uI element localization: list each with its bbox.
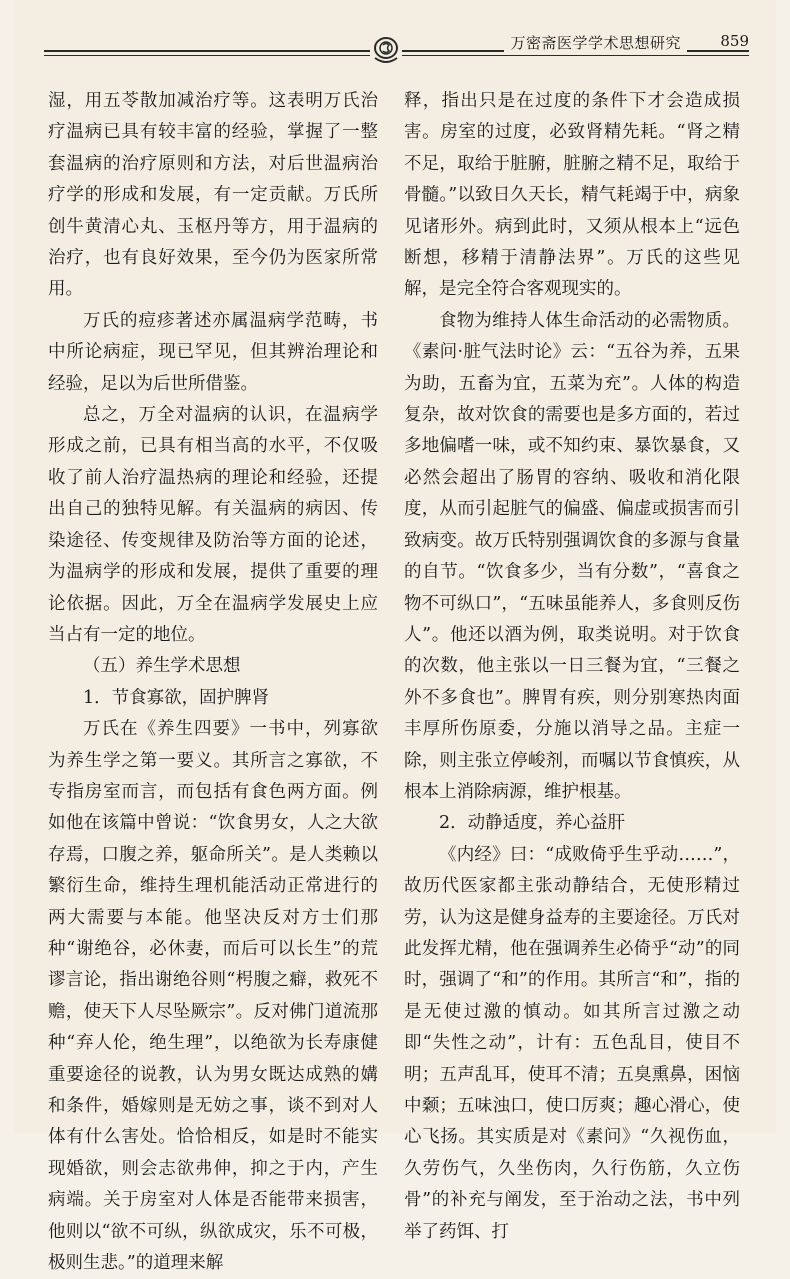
paragraph: （五）养生学术思想 (83, 656, 241, 677)
right-column (404, 86, 740, 1248)
paragraph: 湿，用五苓散加减治疗等。这表明万氏治疗温病已具有较丰富的经验，掌握了一整套温病的治疗原则和方法，对后世温病治疗学的形成和发展，有一定贡献。万氏所创牛黄清心丸、玉枢丹等方，用于温病的治疗，也有良好效果，至今仍为医家所常用。 (48, 91, 378, 300)
paragraph: 万氏在《养生四要》一书中，列寡欲为养生学之第一要义。其所言之寡欲，不专指房室而言，而包括有食色两方面。例如他在该篇中曾说：“饮食男女，人之大欲存焉，口腹之养，躯命所关”。是人类赖以繁衍生命，维持生理机能活动正常进行的两大需要与本能。他坚决反对方士们那种“谢绝谷，必休妻，而后可以长生”的荒谬言论，指出谢绝谷则“枵腹之癖，救死不赡，使天下人尽坠厥宗”。反对佛门道流那种“弃人伦，绝生理”，以绝欲为长寿康健重要途径的说教，认为男女既达成熟的媾和条件，婚嫁则是无妨之事，谈不到对人体有什么害处。恰恰相反，如是时不能实现婚欲，则会志欲弗伸，抑之于内，产生病端。关于房室对人体是否能带来损害，他则以“欲不可纵，纵欲成灾，乐不可极，极则生悲。”的道理来解 (48, 719, 378, 1274)
paragraph: 1．节食寡欲，固护脾肾 (83, 687, 270, 708)
paragraph: 食物为维持人体生命活动的必需物质。《素问·脏气法时论》云：“五谷为养，五果为助，五畜为宜，五菜为充”。人体的构造复杂，故对饮食的需要也是多方面的，若过多地偏嗜一味，或不知约束、暴饮暴食，又必然会超出了肠胃的容纳、吸收和消化限度，从而引起脏气的偏盛、偏虚或损害而引致病变。故万氏特别强调饮食的多源与食量的自节。“饮食多少，当有分数”，“喜食之物不可纵口”，“五味虽能养人，多食则反伤人”。他还以酒为例，取类说明。对于饮食的次数，他主张以一日三餐为宜，“三餐之外不多食也”。脾胃有疾，则分别寒热肉面丰厚所伤原委，分施以消导之品。主症一除，则主张立停峻剂，而嘱以节食慎疾，从根本上消除病源，维护根基。 (404, 310, 740, 802)
paragraph: 总之，万全对温病的认识，在温病学形成之前，已具有相当高的水平，不仅吸收了前人治疗温热病的理论和经验，还提出自己的独特见解。有关温病的病因、传染途径、传变规律及防治等方面的论述，为温病学的形成和发展，提供了重要的理论依据。因此，万全在温病学发展史上应当占有一定的地位。 (48, 405, 378, 645)
running-header (44, 34, 749, 64)
left-column (48, 86, 378, 1279)
paragraph: 《内经》曰：“成败倚乎生乎动……”，故历代医家都主张动静结合，无使形精过劳，认为这是健身益寿的主要途径。万氏对此发挥尤精，他在强调养生必倚乎“动”的同时，强调了“和”的作用。其所言“和”，指的是无使过激的慎动。如其所言过激之动即“失性之动”，计有：五色乱目，使目不明；五声乱耳，使耳不清；五臭熏鼻，困恼中颡；五味浊口，使口厉爽；趣心滑心，使心飞扬。其实质是对《素问》“久视伤血，久劳伤气，久坐伤肉，久行伤筋，久立伤骨”的补充与阐发，至于治动之法，书中列举了药饵、打 (404, 844, 740, 1242)
paragraph: 万氏的痘疹著述亦属温病学范畴，书中所论病症，现已罕见，但其辨治理论和经验，足以为后世所借鉴。 (48, 310, 378, 394)
paragraph: 释，指出只是在过度的条件下才会造成损害。房室的过度，必致肾精先耗。“肾之精不足，取给于脏腑，脏腑之精不足，取给于骨髓。”以致日久天长，精气耗竭于中，病象见诸形外。病到此时，又须从根本上“远色断想，移精于清静法界”。万氏的这些见解，是完全符合客观现实的。 (404, 91, 740, 300)
paragraph: 2．动静适度，养心益肝 (439, 813, 626, 834)
page-number: 859 (716, 32, 749, 50)
publisher-logo-icon (370, 34, 402, 64)
header-title: 万密斋医学学术思想研究 (504, 32, 687, 53)
